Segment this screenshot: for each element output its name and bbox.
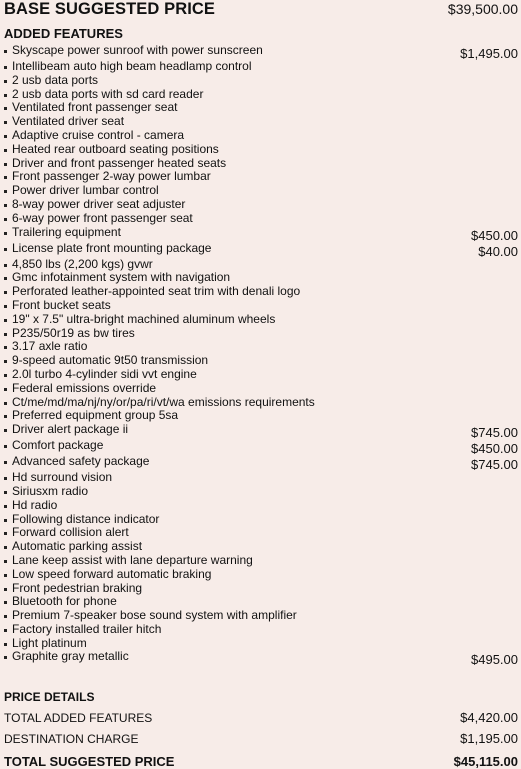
feature-item — [4, 212, 518, 226]
bullet-icon — [4, 574, 7, 577]
feature-name-wrap — [4, 226, 121, 239]
feature-name: P235/50r19 as bw tires — [12, 325, 135, 340]
bullet-icon — [4, 163, 7, 166]
bullet-icon — [4, 204, 7, 207]
feature-name-wrap — [4, 101, 177, 114]
feature-name: Perforated leather-appointed seat trim with denali logo — [12, 284, 301, 299]
feature-name-wrap — [4, 242, 211, 255]
destination-charge-row — [4, 731, 518, 746]
feature-name: Ventilated driver seat — [12, 114, 125, 129]
total-suggested-price-label: TOTAL SUGGESTED PRICE — [4, 754, 175, 769]
feature-item — [4, 44, 518, 60]
feature-name-wrap — [4, 513, 159, 526]
feature-name-wrap — [4, 340, 87, 353]
feature-item — [4, 242, 518, 258]
bullet-icon — [4, 264, 7, 267]
bullet-icon — [4, 135, 7, 138]
feature-name-wrap — [4, 115, 124, 128]
bullet-icon — [4, 629, 7, 632]
bullet-icon — [4, 248, 7, 251]
feature-item — [4, 455, 518, 471]
feature-name: Factory installed trailer hitch — [12, 621, 162, 636]
feature-name-wrap — [4, 582, 142, 595]
feature-name: Front passenger 2-way power lumbar — [12, 169, 211, 184]
feature-name: 2 usb data ports — [12, 72, 99, 87]
feature-name: Premium 7-speaker bose sound system with amplifier — [12, 608, 297, 623]
bullet-icon — [4, 346, 7, 349]
feature-name-wrap — [4, 212, 193, 225]
feature-name: 9-speed automatic 9t50 transmission — [12, 353, 209, 368]
feature-item — [4, 382, 518, 396]
bullet-icon — [4, 532, 7, 535]
feature-name-wrap — [4, 540, 142, 553]
bullet-icon — [4, 66, 7, 69]
feature-item — [4, 354, 518, 368]
feature-name-wrap — [4, 258, 153, 271]
feature-name: Forward collision alert — [12, 525, 129, 540]
feature-name-wrap — [4, 382, 156, 395]
feature-item — [4, 157, 518, 171]
bullet-icon — [4, 615, 7, 618]
feature-price: $450.00 — [471, 227, 518, 243]
feature-item — [4, 170, 518, 184]
feature-name-wrap — [4, 637, 87, 650]
feature-item — [4, 226, 518, 242]
feature-name-wrap — [4, 526, 129, 539]
feature-price: $40.00 — [478, 243, 518, 259]
feature-item — [4, 74, 518, 88]
feature-item — [4, 258, 518, 272]
bullet-icon — [4, 643, 7, 646]
feature-name: 8-way power driver seat adjuster — [12, 196, 186, 211]
feature-name-wrap — [4, 313, 275, 326]
bullet-icon — [4, 560, 7, 563]
feature-name: Graphite gray metallic — [12, 649, 129, 664]
feature-name-wrap — [4, 198, 185, 211]
feature-name: 3.17 axle ratio — [12, 339, 88, 354]
feature-item — [4, 313, 518, 327]
feature-name: Front bucket seats — [12, 297, 111, 312]
feature-item — [4, 540, 518, 554]
bullet-icon — [4, 415, 7, 418]
feature-item — [4, 88, 518, 102]
feature-price: $495.00 — [471, 652, 518, 668]
bullet-icon — [4, 50, 7, 53]
feature-name-wrap — [4, 44, 263, 57]
feature-name: Light platinum — [12, 635, 87, 650]
feature-item — [4, 327, 518, 341]
added-features-title: ADDED FEATURES — [4, 26, 123, 41]
bullet-icon — [4, 94, 7, 97]
feature-name: License plate front mounting package — [12, 240, 212, 255]
bullet-icon — [4, 149, 7, 152]
feature-name: Power driver lumbar control — [12, 183, 159, 198]
feature-name: Trailering equipment — [12, 224, 121, 239]
feature-price: $745.00 — [471, 425, 518, 441]
feature-item — [4, 184, 518, 198]
bullet-icon — [4, 601, 7, 604]
bullet-icon — [4, 232, 7, 235]
feature-name-wrap — [4, 568, 211, 581]
added-features-list — [4, 44, 518, 666]
base-price-label: BASE SUGGESTED PRICE — [4, 0, 216, 18]
bullet-icon — [4, 80, 7, 83]
feature-name-wrap — [4, 129, 184, 142]
bullet-icon — [4, 374, 7, 377]
price-details-title: PRICE DETAILS — [4, 690, 95, 704]
feature-name: Driver alert package ii — [12, 422, 129, 437]
bullet-icon — [4, 388, 7, 391]
bullet-icon — [4, 656, 7, 659]
feature-item — [4, 582, 518, 596]
bullet-icon — [4, 491, 7, 494]
bullet-icon — [4, 291, 7, 294]
feature-name-wrap — [4, 157, 226, 170]
feature-name: Advanced safety package — [12, 454, 150, 469]
feature-item — [4, 115, 518, 129]
bullet-icon — [4, 218, 7, 221]
feature-name: 2 usb data ports with sd card reader — [12, 86, 204, 101]
feature-item — [4, 60, 518, 74]
feature-name-wrap — [4, 423, 128, 436]
total-suggested-price-value: $45,115.00 — [453, 754, 518, 769]
feature-item — [4, 568, 518, 582]
feature-name-wrap — [4, 88, 203, 101]
feature-price: $745.00 — [471, 457, 518, 473]
feature-item — [4, 129, 518, 143]
feature-price: $1,495.00 — [460, 46, 518, 61]
feature-item — [4, 526, 518, 540]
feature-name: Siriusxm radio — [12, 483, 89, 498]
feature-item — [4, 554, 518, 568]
feature-name: Following distance indicator — [12, 511, 160, 526]
bullet-icon — [4, 319, 7, 322]
feature-name: Skyscape power sunroof with power sunscreen — [12, 43, 263, 57]
feature-name: Federal emissions override — [12, 380, 157, 395]
feature-name-wrap — [4, 170, 211, 183]
feature-name-wrap — [4, 368, 197, 381]
feature-name-wrap — [4, 455, 149, 468]
feature-name: Hd radio — [12, 497, 58, 512]
bullet-icon — [4, 176, 7, 179]
feature-name-wrap — [4, 499, 57, 512]
feature-item — [4, 198, 518, 212]
bullet-icon — [4, 121, 7, 124]
feature-name: 4,850 lbs (2,200 kgs) gvwr — [12, 256, 153, 271]
base-price-row — [4, 0, 518, 19]
feature-name-wrap — [4, 299, 111, 312]
feature-name: Ct/me/md/ma/nj/ny/or/pa/ri/vt/wa emissions requirements — [12, 394, 315, 409]
feature-name: Preferred equipment group 5sa — [12, 408, 179, 423]
feature-item — [4, 485, 518, 499]
feature-name: 6-way power front passenger seat — [12, 210, 193, 225]
total-added-features-value: $4,420.00 — [460, 710, 518, 725]
feature-price: $450.00 — [471, 441, 518, 457]
feature-item — [4, 637, 518, 651]
feature-name: 2.0l turbo 4-cylinder sidi vvt engine — [12, 366, 197, 381]
total-suggested-price-row — [4, 754, 518, 769]
feature-item — [4, 499, 518, 513]
feature-name-wrap — [4, 327, 135, 340]
destination-charge-label: DESTINATION CHARGE — [4, 732, 139, 746]
feature-item — [4, 423, 518, 439]
bullet-icon — [4, 461, 7, 464]
feature-name-wrap — [4, 595, 117, 608]
feature-item — [4, 409, 518, 423]
feature-name-wrap — [4, 354, 208, 367]
bullet-icon — [4, 360, 7, 363]
bullet-icon — [4, 277, 7, 280]
bullet-icon — [4, 519, 7, 522]
feature-name-wrap — [4, 285, 300, 298]
feature-name: Heated rear outboard seating positions — [12, 141, 219, 156]
bullet-icon — [4, 429, 7, 432]
feature-name: Driver and front passenger heated seats — [12, 155, 227, 170]
feature-name: 19" x 7.5" ultra-bright machined aluminum wheels — [12, 311, 276, 326]
feature-name-wrap — [4, 485, 88, 498]
feature-name: Low speed forward automatic braking — [12, 566, 212, 581]
feature-item — [4, 513, 518, 527]
bullet-icon — [4, 305, 7, 308]
feature-name: Bluetooth for phone — [12, 594, 117, 609]
feature-item — [4, 595, 518, 609]
feature-name-wrap — [4, 554, 253, 567]
feature-item — [4, 340, 518, 354]
feature-name-wrap — [4, 623, 161, 636]
feature-item — [4, 650, 518, 666]
bullet-icon — [4, 333, 7, 336]
feature-name: Gmc infotainment system with navigation — [12, 270, 231, 285]
feature-name-wrap — [4, 471, 112, 484]
feature-name-wrap — [4, 60, 251, 73]
feature-name-wrap — [4, 184, 159, 197]
feature-item — [4, 271, 518, 285]
bullet-icon — [4, 505, 7, 508]
feature-item — [4, 609, 518, 623]
feature-name-wrap — [4, 271, 230, 284]
feature-item — [4, 471, 518, 485]
feature-name-wrap — [4, 143, 219, 156]
feature-item — [4, 396, 518, 410]
feature-name: Comfort package — [12, 438, 104, 453]
feature-name: Adaptive cruise control - camera — [12, 127, 185, 142]
feature-name: Intellibeam auto high beam headlamp control — [12, 59, 252, 73]
feature-name: Lane keep assist with lane departure warning — [12, 552, 253, 567]
bullet-icon — [4, 402, 7, 405]
feature-name-wrap — [4, 409, 178, 422]
bullet-icon — [4, 107, 7, 110]
feature-item — [4, 101, 518, 115]
bullet-icon — [4, 190, 7, 193]
feature-name-wrap — [4, 439, 103, 452]
feature-item — [4, 623, 518, 637]
bullet-icon — [4, 477, 7, 480]
base-price-value: $39,500.00 — [447, 1, 518, 17]
feature-name: Hd surround vision — [12, 470, 113, 485]
feature-item — [4, 368, 518, 382]
feature-item — [4, 439, 518, 455]
bullet-icon — [4, 546, 7, 549]
total-added-features-label: TOTAL ADDED FEATURES — [4, 711, 153, 725]
bullet-icon — [4, 445, 7, 448]
feature-name-wrap — [4, 609, 297, 622]
feature-name-wrap — [4, 650, 129, 663]
feature-name: Automatic parking assist — [12, 539, 143, 554]
bullet-icon — [4, 588, 7, 591]
feature-name: Front pedestrian braking — [12, 580, 143, 595]
feature-name-wrap — [4, 74, 98, 87]
destination-charge-value: $1,195.00 — [460, 731, 518, 746]
feature-name-wrap — [4, 396, 315, 409]
feature-item — [4, 299, 518, 313]
feature-item — [4, 143, 518, 157]
total-added-features-row — [4, 710, 518, 725]
feature-item — [4, 285, 518, 299]
feature-name: Ventilated front passenger seat — [12, 100, 178, 115]
